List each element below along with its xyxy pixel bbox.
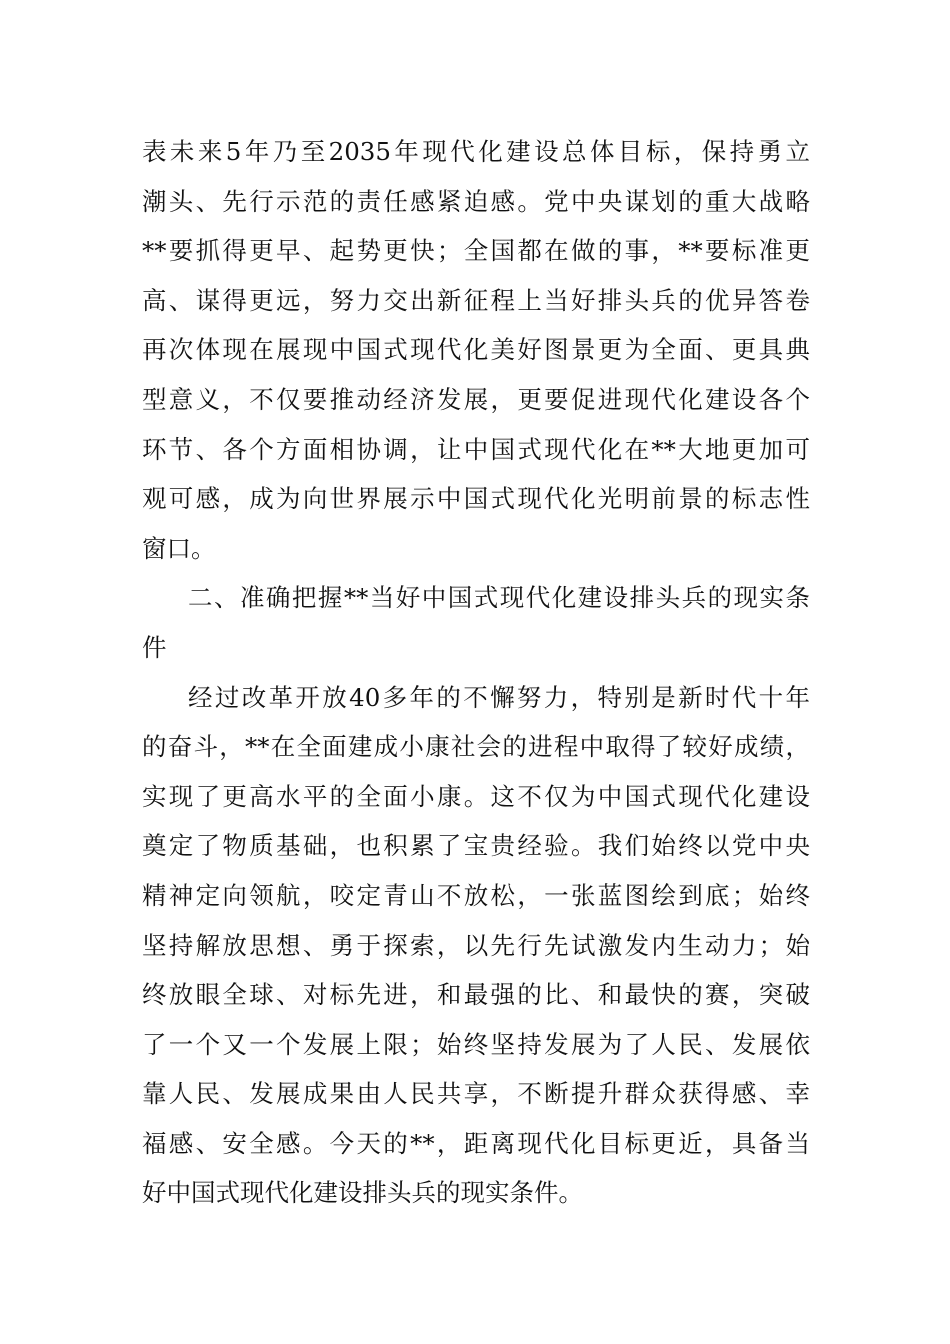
- text-line: 经过改革开放40多年的不懈努力，特别是新时代十年: [188, 682, 810, 712]
- text-line: 窗口。: [142, 533, 216, 563]
- text-line: 终放眼全球、对标先进，和最强的比、和最快的赛，突破: [142, 980, 810, 1010]
- paragraph-continuation: [142, 127, 810, 573]
- text-line: 再次体现在展现中国式现代化美好图景更为全面、更具典: [142, 335, 810, 365]
- text-line: 福感、安全感。今天的**，距离现代化目标更近，具备当: [142, 1128, 810, 1158]
- text-line: 奠定了物质基础，也积累了宝贵经验。我们始终以党中央: [142, 831, 810, 861]
- text-line: **要抓得更早、起势更快；全国都在做的事，**要标准更: [142, 236, 810, 266]
- text-line: 的奋斗，**在全面建成小康社会的进程中取得了较好成绩，: [142, 732, 810, 762]
- section-heading: [142, 573, 810, 672]
- text-line: 型意义，不仅要推动经济发展，更要促进现代化建设各个: [142, 384, 810, 414]
- text-line: 精神定向领航，咬定青山不放松，一张蓝图绘到底；始终: [142, 880, 810, 910]
- text-line: 环节、各个方面相协调，让中国式现代化在**大地更加可: [142, 434, 810, 464]
- text-line: 好中国式现代化建设排头兵的现实条件。: [142, 1178, 583, 1208]
- text-line: 观可感，成为向世界展示中国式现代化光明前景的标志性: [142, 484, 810, 514]
- text-line: 实现了更高水平的全面小康。这不仅为中国式现代化建设: [142, 781, 810, 811]
- text-line: 表未来5年乃至2035年现代化建设总体目标，保持勇立: [142, 137, 810, 166]
- text-line: 高、谋得更远，努力交出新征程上当好排头兵的优异答卷: [142, 285, 810, 315]
- heading-line: 二、准确把握**当好中国式现代化建设排头兵的现实条: [188, 583, 810, 613]
- text-line: 坚持解放思想、勇于探索，以先行先试激发内生动力；始: [142, 930, 810, 960]
- document-body: [142, 127, 810, 1218]
- text-line: 靠人民、发展成果由人民共享，不断提升群众获得感、幸: [142, 1079, 810, 1109]
- text-line: 潮头、先行示范的责任感紧迫感。党中央谋划的重大战略: [142, 186, 810, 216]
- text-line: 了一个又一个发展上限；始终坚持发展为了人民、发展依: [142, 1029, 810, 1059]
- heading-line: 件: [142, 632, 167, 662]
- paragraph: [142, 673, 810, 1219]
